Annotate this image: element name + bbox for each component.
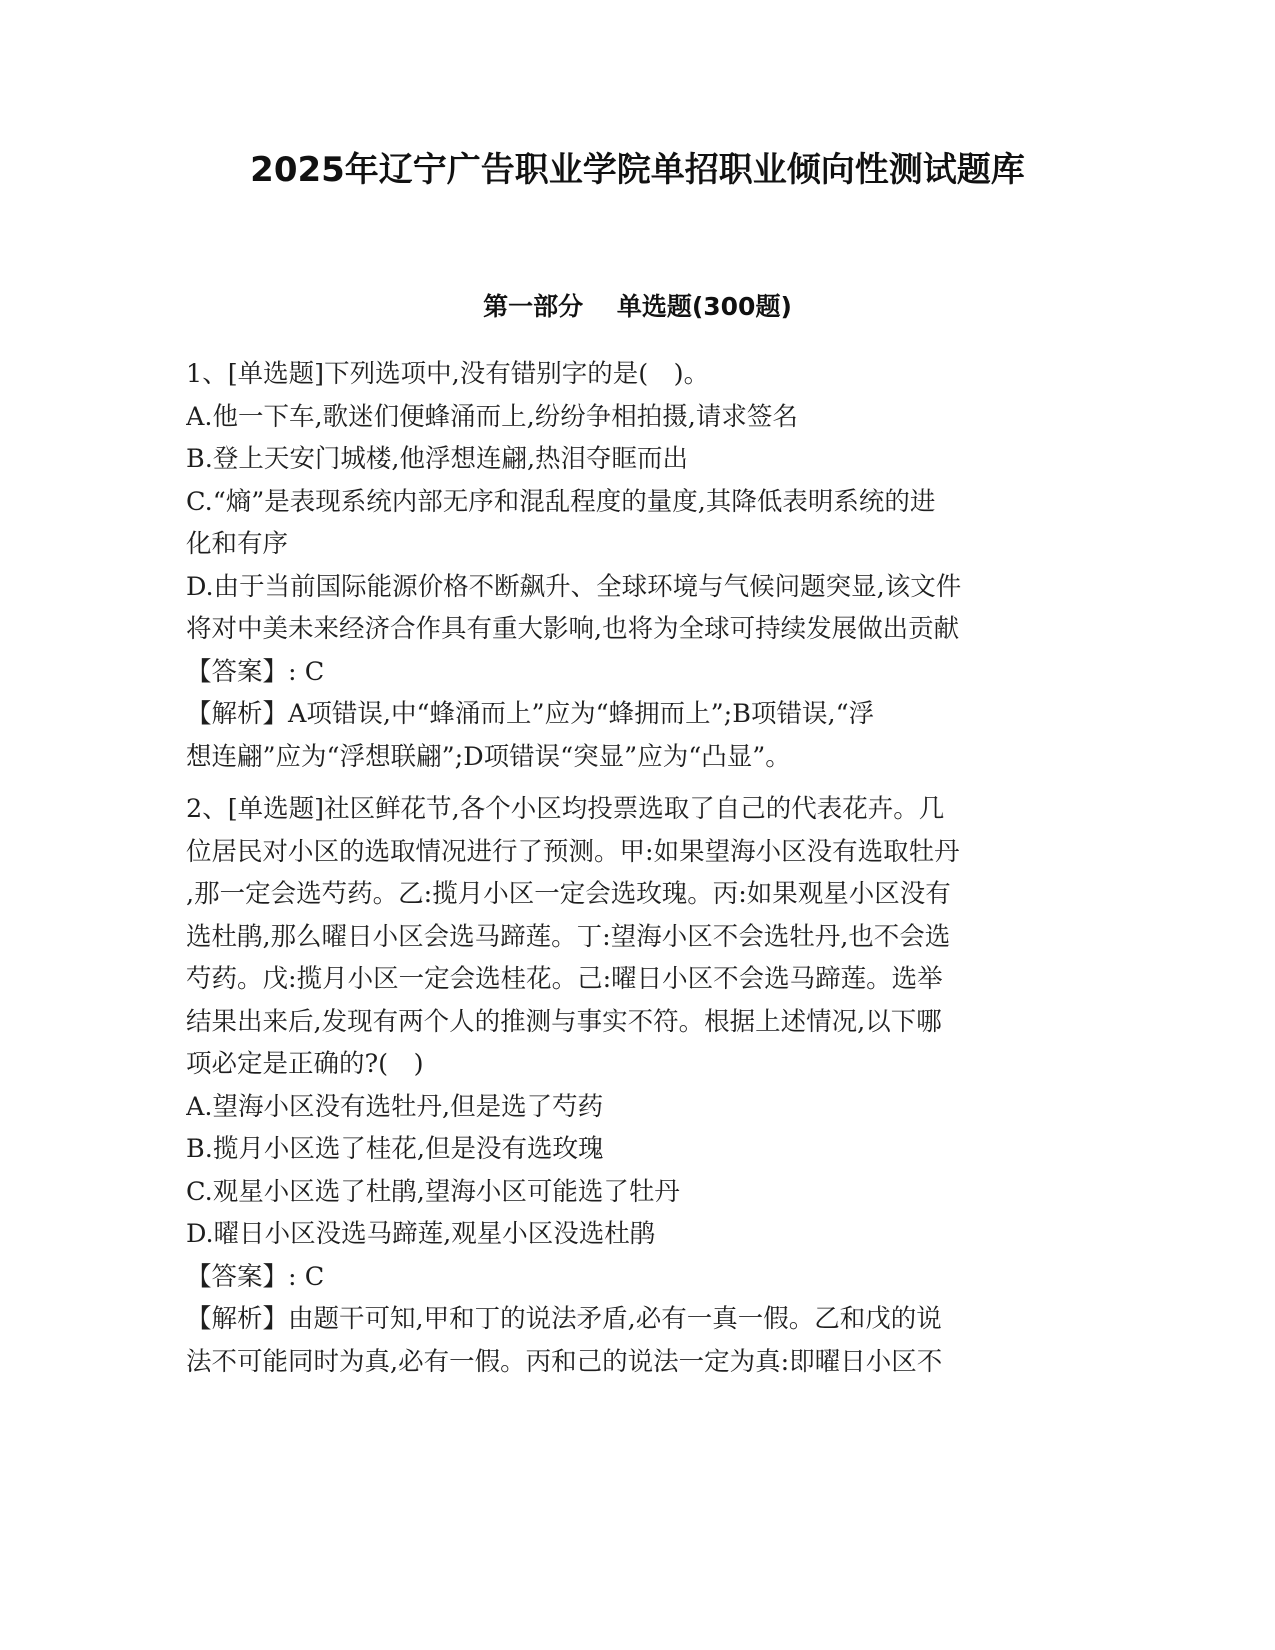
explanation-line: 【解析】由题干可知,甲和丁的说法矛盾,必有一真一假。乙和戊的说 <box>186 1304 942 1334</box>
explanation-line: 【解析】A项错误,中“蜂涌而上”应为“蜂拥而上”;B项错误,“浮 <box>186 699 875 729</box>
option-a: A.望海小区没有选牡丹,但是选了芍药 <box>186 1091 604 1122</box>
option-c: C.“熵”是表现系统内部无序和混乱程度的量度,其降低表明系统的进 <box>186 486 936 517</box>
option-d: D.由于当前国际能源价格不断飙升、全球环境与气候问题突显,该文件 <box>186 571 962 602</box>
option-c: C.观星小区选了杜鹃,望海小区可能选了牡丹 <box>186 1176 680 1207</box>
question-stem-continued: 选杜鹃,那么曜日小区会选马蹄莲。丁:望海小区不会选牡丹,也不会选 <box>186 921 951 952</box>
question-stem-continued: 结果出来后,发现有两个人的推测与事实不符。根据上述情况,以下哪 <box>186 1006 942 1037</box>
answer-line: 【答案】: C <box>186 656 325 687</box>
question-stem: 1、[单选题]下列选项中,没有错别字的是( )。 <box>186 359 710 389</box>
option-b: B.登上天安门城楼,他浮想连翩,热泪夺眶而出 <box>186 444 689 474</box>
question-1 <box>186 353 1066 778</box>
question-stem-continued: 芍药。戊:揽月小区一定会选桂花。己:曜日小区不会选马蹄莲。选举 <box>186 964 943 994</box>
question-list <box>186 353 1066 1383</box>
explanation-line: 法不可能同时为真,必有一假。丙和己的说法一定为真:即曜日小区不 <box>186 1346 943 1377</box>
option-b: B.揽月小区选了桂花,但是没有选玫瑰 <box>186 1134 604 1164</box>
document-title: 2025年辽宁广告职业学院单招职业倾向性测试题库 <box>250 150 1025 190</box>
section-title: 第一部分 单选题(300题) <box>483 292 792 321</box>
option-c-continued: 化和有序 <box>186 529 289 559</box>
option-a: A.他一下车,歌迷们便蜂涌而上,纷纷争相拍摄,请求签名 <box>186 401 798 432</box>
question-stem: 2、[单选题]社区鲜花节,各个小区均投票选取了自己的代表花卉。几 <box>186 794 945 824</box>
option-d-continued: 将对中美未来经济合作具有重大影响,也将为全球可持续发展做出贡献 <box>186 614 960 644</box>
question-stem-continued: ,那一定会选芍药。乙:揽月小区一定会选玫瑰。丙:如果观星小区没有 <box>186 879 951 909</box>
answer-line: 【答案】: C <box>186 1261 325 1292</box>
question-stem-continued: 位居民对小区的选取情况进行了预测。甲:如果望海小区没有选取牡丹 <box>186 836 960 867</box>
explanation-line: 想连翩”应为“浮想联翩”;D项错误“突显”应为“凸显”。 <box>186 741 791 772</box>
question-stem-continued: 项必定是正确的?( ) <box>186 1049 424 1079</box>
question-2 <box>186 788 1066 1383</box>
option-d: D.曜日小区没选马蹄莲,观星小区没选杜鹃 <box>186 1219 656 1249</box>
